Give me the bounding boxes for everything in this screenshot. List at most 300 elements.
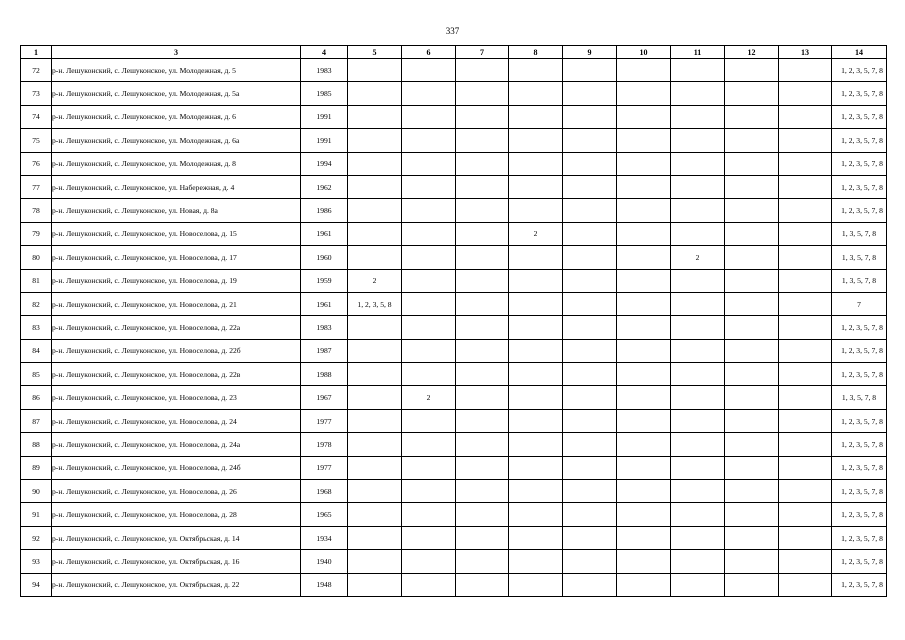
- col-7-cell: [456, 550, 509, 573]
- col-5-cell: [348, 316, 402, 339]
- address-cell: р-н. Лешуконский, с. Лешуконское, ул. Новоселова, д. 28: [52, 503, 301, 526]
- row-number: 94: [21, 573, 52, 596]
- col-13-cell: [779, 526, 832, 549]
- col-14-text: 1, 2, 3, 5, 7, 8: [841, 580, 883, 590]
- col-5-cell: [348, 480, 402, 503]
- col-12-cell: [725, 152, 779, 175]
- col-12-cell: [725, 82, 779, 105]
- col-8-cell: [509, 456, 563, 479]
- col-11-cell: [671, 82, 725, 105]
- row-number: 85: [21, 363, 52, 386]
- table-body: [21, 59, 887, 597]
- year-cell: 1940: [301, 550, 348, 573]
- col-6-cell: [402, 339, 456, 362]
- table-row: [21, 199, 887, 222]
- col-7-cell: [456, 199, 509, 222]
- table-row: [21, 292, 887, 315]
- col-10-cell: [617, 175, 671, 198]
- table-row: [21, 526, 887, 549]
- row-number: 92: [21, 526, 52, 549]
- col-8-cell: [509, 363, 563, 386]
- address-cell: р-н. Лешуконский, с. Лешуконское, ул. Новоселова, д. 22в: [52, 363, 301, 386]
- col-13-cell: [779, 339, 832, 362]
- col-11-cell: [671, 550, 725, 573]
- col-10-cell: [617, 82, 671, 105]
- col-11-cell: [671, 480, 725, 503]
- col-6-cell: [402, 316, 456, 339]
- col-14-cell: [832, 503, 887, 526]
- year-cell: 1983: [301, 59, 348, 82]
- address-cell: р-н. Лешуконский, с. Лешуконское, ул. Молодежная, д. 8: [52, 152, 301, 175]
- col-8-cell: [509, 152, 563, 175]
- column-header-11: 11: [671, 46, 725, 59]
- table-row: [21, 316, 887, 339]
- col-11-cell: [671, 526, 725, 549]
- col-7-cell: [456, 269, 509, 292]
- col-12-cell: [725, 409, 779, 432]
- col-11-cell: [671, 269, 725, 292]
- table-row: [21, 409, 887, 432]
- col-7-cell: [456, 433, 509, 456]
- table-row: [21, 550, 887, 573]
- col-12-cell: [725, 59, 779, 82]
- col-7-cell: [456, 363, 509, 386]
- year-cell: 1977: [301, 456, 348, 479]
- row-number: 76: [21, 152, 52, 175]
- col-10-cell: [617, 526, 671, 549]
- col-9-cell: [563, 175, 617, 198]
- col-5-cell: [348, 550, 402, 573]
- col-6-cell: [402, 409, 456, 432]
- col-8-cell: [509, 246, 563, 269]
- col-7-cell: [456, 573, 509, 596]
- table-row: [21, 175, 887, 198]
- col-10-cell: [617, 292, 671, 315]
- col-12-cell: [725, 480, 779, 503]
- table-row: [21, 129, 887, 152]
- col-14-cell: [832, 175, 887, 198]
- col-14-cell: 1, 3, 5, 7, 8: [832, 386, 887, 409]
- col-13-cell: [779, 199, 832, 222]
- col-6-cell: [402, 503, 456, 526]
- column-header-13: 13: [779, 46, 832, 59]
- table-row: [21, 480, 887, 503]
- col-5-cell: [348, 503, 402, 526]
- col-6-cell: [402, 129, 456, 152]
- registry-table: [20, 45, 887, 597]
- col-7-cell: [456, 246, 509, 269]
- year-cell: 1983: [301, 316, 348, 339]
- address-cell: р-н. Лешуконский, с. Лешуконское, ул. Молодежная, д. 6: [52, 105, 301, 128]
- address-cell: р-н. Лешуконский, с. Лешуконское, ул. Новоселова, д. 22б: [52, 339, 301, 362]
- col-10-cell: [617, 246, 671, 269]
- address-cell: р-н. Лешуконский, с. Лешуконское, ул. Молодежная, д. 5а: [52, 82, 301, 105]
- col-12-cell: [725, 363, 779, 386]
- address-cell: р-н. Лешуконский, с. Лешуконское, ул. Новоселова, д. 17: [52, 246, 301, 269]
- col-14-text: 1, 2, 3, 5, 7, 8: [841, 182, 883, 192]
- col-14-cell: [832, 152, 887, 175]
- col-6-cell: [402, 292, 456, 315]
- col-13-cell: [779, 152, 832, 175]
- col-10-cell: [617, 386, 671, 409]
- col-12-cell: [725, 456, 779, 479]
- col-11-cell: [671, 105, 725, 128]
- col-11-cell: [671, 222, 725, 245]
- table-row: [21, 433, 887, 456]
- col-11-cell: [671, 339, 725, 362]
- col-8-cell: [509, 573, 563, 596]
- year-cell: 1967: [301, 386, 348, 409]
- col-8-cell: [509, 433, 563, 456]
- col-12-cell: [725, 105, 779, 128]
- col-9-cell: [563, 409, 617, 432]
- col-11-cell: 2: [671, 246, 725, 269]
- col-9-cell: [563, 269, 617, 292]
- col-9-cell: [563, 246, 617, 269]
- table-header: [21, 46, 887, 59]
- col-5-cell: [348, 199, 402, 222]
- col-5-cell: [348, 105, 402, 128]
- col-11-cell: [671, 129, 725, 152]
- column-header-9: 9: [563, 46, 617, 59]
- col-11-cell: [671, 433, 725, 456]
- col-13-cell: [779, 222, 832, 245]
- col-8-cell: 2: [509, 222, 563, 245]
- col-10-cell: [617, 59, 671, 82]
- table-row: [21, 573, 887, 596]
- col-5-cell: [348, 339, 402, 362]
- col-10-cell: [617, 316, 671, 339]
- col-10-cell: [617, 363, 671, 386]
- col-14-cell: [832, 363, 887, 386]
- year-cell: 1961: [301, 222, 348, 245]
- column-header-8: 8: [509, 46, 563, 59]
- col-8-cell: [509, 82, 563, 105]
- year-cell: 1987: [301, 339, 348, 362]
- col-14-cell: [832, 339, 887, 362]
- address-cell: р-н. Лешуконский, с. Лешуконское, ул. Новоселова, д. 26: [52, 480, 301, 503]
- col-14-text: 1, 2, 3, 5, 7, 8: [841, 369, 883, 379]
- year-cell: 1988: [301, 363, 348, 386]
- col-9-cell: [563, 152, 617, 175]
- col-5-cell: [348, 82, 402, 105]
- col-9-cell: [563, 59, 617, 82]
- col-7-cell: [456, 480, 509, 503]
- col-7-cell: [456, 339, 509, 362]
- column-header-14: 14: [832, 46, 887, 59]
- col-14-text: 1, 2, 3, 5, 7, 8: [841, 322, 883, 332]
- col-10-cell: [617, 480, 671, 503]
- row-number: 86: [21, 386, 52, 409]
- col-9-cell: [563, 503, 617, 526]
- address-cell: р-н. Лешуконский, с. Лешуконское, ул. Набережная, д. 4: [52, 175, 301, 198]
- col-8-cell: [509, 526, 563, 549]
- col-9-cell: [563, 480, 617, 503]
- column-header-5: 5: [348, 46, 402, 59]
- year-cell: 1968: [301, 480, 348, 503]
- col-6-cell: [402, 269, 456, 292]
- col-12-cell: [725, 573, 779, 596]
- address-cell: р-н. Лешуконский, с. Лешуконское, ул. Молодежная, д. 6а: [52, 129, 301, 152]
- address-cell: р-н. Лешуконский, с. Лешуконское, ул. Новоселова, д. 21: [52, 292, 301, 315]
- col-12-cell: [725, 222, 779, 245]
- col-14-text: 1, 2, 3, 5, 7, 8: [841, 416, 883, 426]
- col-12-cell: [725, 175, 779, 198]
- col-6-cell: 2: [402, 386, 456, 409]
- col-6-cell: [402, 105, 456, 128]
- table-row: [21, 339, 887, 362]
- row-number: 77: [21, 175, 52, 198]
- col-10-cell: [617, 152, 671, 175]
- col-12-cell: [725, 292, 779, 315]
- col-6-cell: [402, 573, 456, 596]
- col-6-cell: [402, 363, 456, 386]
- row-number: 83: [21, 316, 52, 339]
- col-13-cell: [779, 433, 832, 456]
- address-cell: р-н. Лешуконский, с. Лешуконское, ул. Новоселова, д. 24: [52, 409, 301, 432]
- col-12-cell: [725, 503, 779, 526]
- year-cell: 1977: [301, 409, 348, 432]
- row-number: 82: [21, 292, 52, 315]
- col-11-cell: [671, 292, 725, 315]
- col-9-cell: [563, 573, 617, 596]
- col-10-cell: [617, 339, 671, 362]
- year-cell: 1959: [301, 269, 348, 292]
- col-14-cell: 1, 3, 5, 7, 8: [832, 246, 887, 269]
- col-12-cell: [725, 129, 779, 152]
- row-number: 75: [21, 129, 52, 152]
- col-6-cell: [402, 550, 456, 573]
- column-header-6: 6: [402, 46, 456, 59]
- column-header-10: 10: [617, 46, 671, 59]
- year-cell: 1965: [301, 503, 348, 526]
- col-11-cell: [671, 409, 725, 432]
- address-cell: р-н. Лешуконский, с. Лешуконское, ул. Новоселова, д. 19: [52, 269, 301, 292]
- col-14-text: 1, 2, 3, 5, 7, 8: [841, 159, 883, 169]
- col-5-cell: [348, 152, 402, 175]
- col-12-cell: [725, 433, 779, 456]
- col-7-cell: [456, 82, 509, 105]
- row-number: 80: [21, 246, 52, 269]
- table-row: [21, 152, 887, 175]
- col-5-cell: [348, 246, 402, 269]
- col-13-cell: [779, 503, 832, 526]
- col-13-cell: [779, 386, 832, 409]
- col-6-cell: [402, 175, 456, 198]
- col-5-cell: [348, 129, 402, 152]
- row-number: 91: [21, 503, 52, 526]
- col-5-cell: [348, 409, 402, 432]
- row-number: 81: [21, 269, 52, 292]
- col-9-cell: [563, 129, 617, 152]
- col-7-cell: [456, 105, 509, 128]
- row-number: 72: [21, 59, 52, 82]
- table-row: [21, 269, 887, 292]
- col-9-cell: [563, 105, 617, 128]
- address-cell: р-н. Лешуконский, с. Лешуконское, ул. Октябрьская, д. 16: [52, 550, 301, 573]
- col-7-cell: [456, 386, 509, 409]
- col-14-cell: [832, 456, 887, 479]
- col-11-cell: [671, 386, 725, 409]
- year-cell: 1948: [301, 573, 348, 596]
- col-14-text: 1, 2, 3, 5, 7, 8: [841, 510, 883, 520]
- col-8-cell: [509, 316, 563, 339]
- address-cell: р-н. Лешуконский, с. Лешуконское, ул. Октябрьская, д. 22: [52, 573, 301, 596]
- col-8-cell: [509, 129, 563, 152]
- col-5-cell: [348, 573, 402, 596]
- col-13-cell: [779, 105, 832, 128]
- year-cell: 1962: [301, 175, 348, 198]
- col-14-text: 1, 2, 3, 5, 7, 8: [841, 556, 883, 566]
- col-13-cell: [779, 480, 832, 503]
- column-header-4: 4: [301, 46, 348, 59]
- col-12-cell: [725, 316, 779, 339]
- col-7-cell: [456, 292, 509, 315]
- row-number: 84: [21, 339, 52, 362]
- col-5-cell: [348, 433, 402, 456]
- col-5-cell: [348, 59, 402, 82]
- column-header-1: 1: [21, 46, 52, 59]
- year-cell: 1978: [301, 433, 348, 456]
- col-8-cell: [509, 199, 563, 222]
- col-9-cell: [563, 433, 617, 456]
- row-number: 78: [21, 199, 52, 222]
- col-6-cell: [402, 433, 456, 456]
- table-row: [21, 503, 887, 526]
- col-9-cell: [563, 292, 617, 315]
- col-9-cell: [563, 456, 617, 479]
- col-11-cell: [671, 456, 725, 479]
- col-6-cell: [402, 199, 456, 222]
- col-14-text: 1, 2, 3, 5, 7, 8: [841, 533, 883, 543]
- col-5-cell: [348, 363, 402, 386]
- col-13-cell: [779, 292, 832, 315]
- address-cell: р-н. Лешуконский, с. Лешуконское, ул. Новоселова, д. 15: [52, 222, 301, 245]
- col-6-cell: [402, 246, 456, 269]
- col-10-cell: [617, 550, 671, 573]
- col-14-text: 1, 2, 3, 5, 7, 8: [841, 89, 883, 99]
- col-8-cell: [509, 175, 563, 198]
- col-8-cell: [509, 105, 563, 128]
- row-number: 88: [21, 433, 52, 456]
- col-13-cell: [779, 456, 832, 479]
- col-9-cell: [563, 199, 617, 222]
- col-8-cell: [509, 339, 563, 362]
- year-cell: 1960: [301, 246, 348, 269]
- col-13-cell: [779, 363, 832, 386]
- col-13-cell: [779, 129, 832, 152]
- col-14-cell: [832, 316, 887, 339]
- col-5-cell: [348, 222, 402, 245]
- col-14-cell: [832, 550, 887, 573]
- col-9-cell: [563, 526, 617, 549]
- col-14-text: 1, 2, 3, 5, 7, 8: [841, 112, 883, 122]
- row-number: 73: [21, 82, 52, 105]
- year-cell: 1994: [301, 152, 348, 175]
- col-10-cell: [617, 199, 671, 222]
- row-number: 89: [21, 456, 52, 479]
- column-header-12: 12: [725, 46, 779, 59]
- col-9-cell: [563, 222, 617, 245]
- row-number: 79: [21, 222, 52, 245]
- column-header-3: 3: [52, 46, 301, 59]
- col-11-cell: [671, 199, 725, 222]
- col-6-cell: [402, 222, 456, 245]
- header-row: [21, 46, 887, 59]
- col-10-cell: [617, 573, 671, 596]
- col-14-text: 1, 2, 3, 5, 7, 8: [841, 65, 883, 75]
- col-9-cell: [563, 363, 617, 386]
- row-number: 87: [21, 409, 52, 432]
- col-14-cell: [832, 59, 887, 82]
- address-cell: р-н. Лешуконский, с. Лешуконское, ул. Новоселова, д. 24б: [52, 456, 301, 479]
- address-cell: р-н. Лешуконский, с. Лешуконское, ул. Новая, д. 8а: [52, 199, 301, 222]
- col-7-cell: [456, 409, 509, 432]
- col-8-cell: [509, 409, 563, 432]
- col-7-cell: [456, 222, 509, 245]
- col-11-cell: [671, 503, 725, 526]
- col-8-cell: [509, 59, 563, 82]
- col-10-cell: [617, 503, 671, 526]
- col-7-cell: [456, 456, 509, 479]
- row-number: 74: [21, 105, 52, 128]
- column-header-7: 7: [456, 46, 509, 59]
- col-12-cell: [725, 246, 779, 269]
- col-8-cell: [509, 269, 563, 292]
- col-12-cell: [725, 339, 779, 362]
- col-5-cell: [348, 526, 402, 549]
- col-9-cell: [563, 550, 617, 573]
- col-11-cell: [671, 59, 725, 82]
- col-8-cell: [509, 292, 563, 315]
- col-13-cell: [779, 550, 832, 573]
- address-cell: р-н. Лешуконский, с. Лешуконское, ул. Новоселова, д. 23: [52, 386, 301, 409]
- table-row: [21, 363, 887, 386]
- address-cell: р-н. Лешуконский, с. Лешуконское, ул. Октябрьская, д. 14: [52, 526, 301, 549]
- table-row: [21, 59, 887, 82]
- year-cell: 1985: [301, 82, 348, 105]
- col-14-cell: [832, 526, 887, 549]
- col-6-cell: [402, 456, 456, 479]
- col-5-cell: [348, 386, 402, 409]
- col-8-cell: [509, 550, 563, 573]
- col-10-cell: [617, 456, 671, 479]
- col-13-cell: [779, 573, 832, 596]
- col-13-cell: [779, 59, 832, 82]
- col-11-cell: [671, 363, 725, 386]
- year-cell: 1961: [301, 292, 348, 315]
- col-8-cell: [509, 480, 563, 503]
- year-cell: 1991: [301, 105, 348, 128]
- address-cell: р-н. Лешуконский, с. Лешуконское, ул. Новоселова, д. 22а: [52, 316, 301, 339]
- table-row: [21, 222, 887, 245]
- col-12-cell: [725, 199, 779, 222]
- col-6-cell: [402, 59, 456, 82]
- col-5-cell: 2: [348, 269, 402, 292]
- col-14-cell: 1, 3, 5, 7, 8: [832, 222, 887, 245]
- col-9-cell: [563, 386, 617, 409]
- col-7-cell: [456, 526, 509, 549]
- year-cell: 1986: [301, 199, 348, 222]
- col-11-cell: [671, 316, 725, 339]
- col-6-cell: [402, 152, 456, 175]
- col-10-cell: [617, 222, 671, 245]
- table-row: [21, 386, 887, 409]
- col-14-text: 1, 2, 3, 5, 7, 8: [841, 486, 883, 496]
- col-14-cell: 1, 3, 5, 7, 8: [832, 269, 887, 292]
- col-5-cell: [348, 456, 402, 479]
- col-14-cell: [832, 82, 887, 105]
